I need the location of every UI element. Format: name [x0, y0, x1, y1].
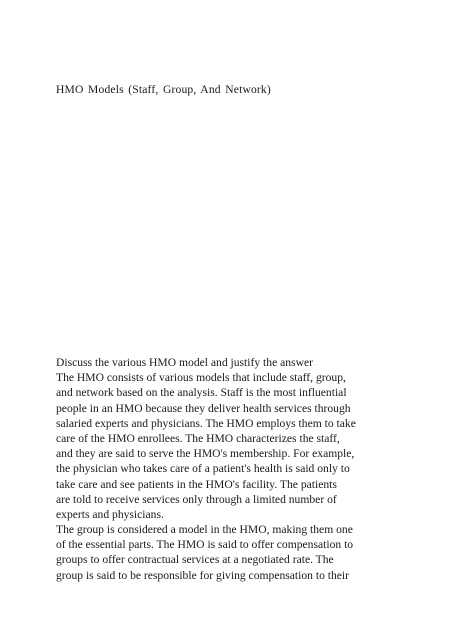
body-line: experts and physicians.	[56, 507, 164, 521]
document-body	[56, 355, 401, 583]
body-line: groups to offer contractual services at a negotiated rate. The	[56, 553, 334, 567]
body-line: and they are said to serve the HMO's membership. For example,	[56, 447, 355, 461]
body-line: group is said to be responsible for giving compensation to their	[56, 568, 350, 582]
body-line: of the essential parts. The HMO is said to offer compensation to	[56, 538, 354, 552]
body-line: and network based on the analysis. Staff is the most influential	[56, 386, 347, 400]
body-line: The HMO consists of various models that include staff, group,	[56, 371, 346, 385]
body-line: care of the HMO enrollees. The HMO characterizes the staff,	[56, 431, 340, 445]
body-line: are told to receive services only through a limited number of	[56, 492, 337, 506]
body-line: salaried experts and physicians. The HMO employs them to take	[56, 416, 356, 430]
body-line: Discuss the various HMO model and justify the answer	[56, 356, 313, 369]
document-title: HMO Models (Staff, Group, And Network)	[56, 83, 271, 96]
body-line: The group is considered a model in the HMO, making them one	[56, 523, 353, 537]
body-line: people in an HMO because they deliver health services through	[56, 401, 351, 415]
body-line: take care and see patients in the HMO's facility. The patients	[56, 477, 337, 491]
body-line: the physician who takes care of a patient's health is said only to	[56, 462, 350, 476]
